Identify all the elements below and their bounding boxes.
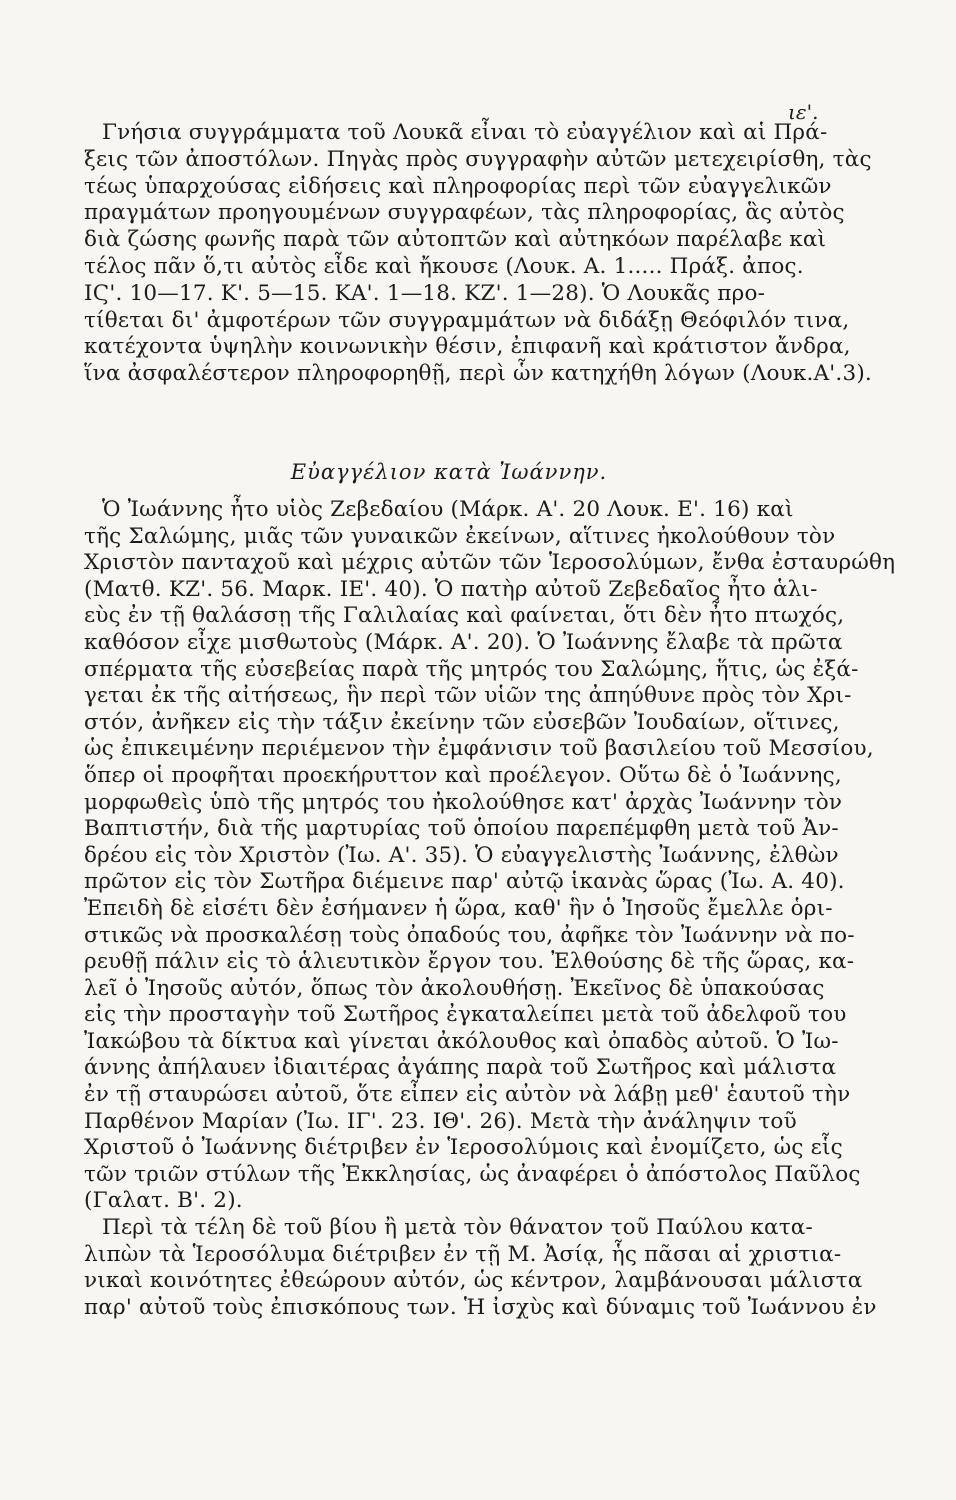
text-line: ἵνα ἀσφαλέστερον πληροφορηθῇ, περὶ ὧν κατηχήθη λόγων (Λουκ.Α'.3). bbox=[84, 361, 872, 387]
text-line: παρ' αὐτοῦ τοὺς ἐπισκόπους των. Ἡ ἰσχὺς καὶ δύναμις τοῦ Ἰωάννου ἐν bbox=[84, 1294, 877, 1320]
text-line: Βαπτιστήν, διὰ τῆς μαρτυρίας τοῦ ὁποίου παρεπέμφθη μετὰ τοῦ Ἀν- bbox=[84, 816, 839, 842]
text-line: Ἰακώβου τὰ δίκτυα καὶ γίνεται ἀκόλουθος καὶ ὀπαδὸς αὐτοῦ. Ὁ Ἰω- bbox=[84, 1028, 839, 1054]
text-line: τίθεται δι' ἀμφοτέρων τῶν συγγραμμάτων νὰ διδάξῃ Θεόφιλόν τινα, bbox=[84, 307, 850, 333]
text-line: λιπὼν τὰ Ἱεροσόλυμα διέτριβεν ἐν τῇ Μ. Ἀσίᾳ, ἧς πᾶσαι αἱ χριστια- bbox=[84, 1241, 842, 1267]
text-line: ξεις τῶν ἀποστόλων. Πηγὰς πρὸς συγγραφὴν αὐτῶν μετεχειρίσθη, τὰς bbox=[84, 146, 872, 172]
text-line: Γνήσια συγγράμματα τοῦ Λουκᾶ εἶναι τὸ εὐαγγέλιον καὶ αἱ Πρά- bbox=[102, 120, 828, 145]
text-line: μορφωθεὶς ὑπὸ τῆς μητρός του ἠκολούθησε κατ' ἀρχὰς Ἰωάννην τὸν bbox=[84, 789, 843, 815]
text-line: γεται ἐκ τῆς αἰτήσεως, ἣν περὶ τῶν υἱῶν της ἀπηύθυνε πρὸς τὸν Χρι- bbox=[84, 683, 852, 709]
text-line: εἰς τὴν προσταγὴν τοῦ Σωτῆρος ἐγκαταλείπει μετὰ τοῦ ἀδελφοῦ του bbox=[84, 1002, 847, 1028]
text-line: Ἐπειδὴ δὲ εἰσέτι δὲν ἐσήμανεν ἡ ὥρα, καθ' ἣν ὁ Ἰησοῦς ἔμελλε ὁρι- bbox=[84, 895, 833, 921]
text-line: κατέχοντα ὑψηλὴν κοινωνικὴν θέσιν, ἐπιφανῆ καὶ κράτιστον ἄνδρα, bbox=[84, 334, 851, 360]
text-line: δρέου εἰς τὸν Χριστὸν (Ἰω. Α'. 35). Ὁ εὐαγγελιστὴς Ἰωάννης, ἐλθὼν bbox=[84, 842, 839, 868]
text-line: νικαὶ κοινότητες ἐθεώρουν αὐτόν, ὡς κέντρον, λαμβάνουσαι μάλιστα bbox=[84, 1268, 863, 1294]
text-line: Χριστὸν πανταχοῦ καὶ μέχρις αὐτῶν τῶν Ἱεροσολύμων, ἔνθα ἐσταυρώθη bbox=[84, 550, 896, 576]
text-line: στικῶς νὰ προσκαλέσῃ τοὺς ὀπαδούς του, ἀφῆκε τὸν Ἰωάννην νὰ πο- bbox=[84, 922, 855, 948]
text-line: ἐν τῇ σταυρώσει αὐτοῦ, ὅτε εἶπεν εἰς αὐτὸν νὰ λάβῃ μεθ' ἑαυτοῦ τὴν bbox=[84, 1082, 851, 1108]
text-line: σπέρματα τῆς εὐσεβείας παρὰ τῆς μητρός του Σαλώμης, ἥτις, ὡς ἐξά- bbox=[84, 656, 859, 682]
text-line: Παρθένον Μαρίαν (Ἰω. ΙΓ'. 23. ΙΘ'. 26). Μετὰ τὴν ἀνάληψιν τοῦ bbox=[84, 1108, 797, 1134]
text-line: διὰ ζώσης φωνῆς παρὰ τῶν αὐτοπτῶν καὶ αὐτηκόων παρέλαβε καὶ bbox=[84, 227, 827, 253]
text-line: στόν, ἀνῆκεν εἰς τὴν τάξιν ἐκείνην τῶν εὐσεβῶν Ἰουδαίων, οἵτινες, bbox=[84, 709, 840, 735]
text-line: τέλος πᾶν ὅ,τι αὐτὸς εἶδε καὶ ἤκουσε (Λουκ. Α. 1..... Πράξ. ἀπος. bbox=[84, 253, 804, 279]
text-line: ὡς ἐπικειμένην περιέμενον τὴν ἐμφάνισιν τοῦ βασιλείου τοῦ Μεσσίου, bbox=[84, 736, 874, 762]
page-number: ιε'. bbox=[788, 100, 819, 124]
text-line: τέως ὑπαρχούσας εἰδήσεις καὶ πληροφορίας περὶ τῶν εὐαγγελικῶν bbox=[84, 173, 832, 199]
text-line: Ὁ Ἰωάννης ἦτο υἱὸς Ζεβεδαίου (Μάρκ. Α'. 20 Λουκ. Ε'. 16) καὶ bbox=[102, 497, 794, 522]
text-line: Χριστοῦ ὁ Ἰωάννης διέτριβεν ἐν Ἱεροσολύμοις καὶ ἐνομίζετο, ὡς εἷς bbox=[84, 1135, 843, 1161]
text-line: καθόσον εἶχε μισθωτοὺς (Μάρκ. Α'. 20). Ὁ Ἰωάννης ἔλαβε τὰ πρῶτα bbox=[84, 629, 843, 655]
paragraph-john bbox=[84, 497, 896, 1321]
text-line: λεῖ ὁ Ἰησοῦς αὐτόν, ὅπως τὸν ἀκολουθήσῃ. Ἐκεῖνος δὲ ὑπακούσας bbox=[84, 975, 825, 1001]
text-line: τῶν τριῶν στύλων τῆς Ἐκκλησίας, ὡς ἀναφέρει ὁ ἀπόστολος Παῦλος bbox=[84, 1161, 861, 1187]
text-line: Περὶ τὰ τέλη δὲ τοῦ βίου ἢ μετὰ τὸν θάνατον τοῦ Παύλου κατα- bbox=[102, 1215, 813, 1241]
text-line: εὺς ἐν τῇ θαλάσσῃ τῆς Γαλιλαίας καὶ φαίνεται, ὅτι δὲν ἦτο πτωχός, bbox=[84, 603, 845, 629]
paragraph-luke bbox=[84, 120, 872, 388]
section-heading: Εὐαγγέλιον κατὰ Ἰωάννην. bbox=[290, 460, 608, 484]
text-line: πραγμάτων προηγουμένων συγγραφέων, τὰς πληροφορίας, ἃς αὐτὸς bbox=[84, 200, 845, 226]
text-line: (Γαλατ. Β'. 2). bbox=[84, 1188, 243, 1214]
text-line: ρευθῇ πάλιν εἰς τὸ ἁλιευτικὸν ἔργον του. Ἐλθούσης δὲ τῆς ὥρας, κα- bbox=[84, 949, 855, 975]
text-line: ὅπερ οἱ προφῆται προεκήρυττον καὶ προέλεγον. Οὕτω δὲ ὁ Ἰωάννης, bbox=[84, 762, 842, 788]
text-line: πρῶτον εἰς τὸν Σωτῆρα διέμεινε παρ' αὐτῷ ἱκανὰς ὥρας (Ἰω. Α. 40). bbox=[84, 869, 845, 895]
text-line: τῆς Σαλώμης, μιᾶς τῶν γυναικῶν ἐκείνων, αἵτινες ἠκολούθουν τὸν bbox=[84, 523, 836, 549]
text-line: άννης ἀπήλαυεν ἰδιαιτέρας ἀγάπης παρὰ τοῦ Σωτῆρος καὶ μάλιστα bbox=[84, 1055, 837, 1081]
text-line: ΙϚ'. 10—17. Κ'. 5—15. ΚΑ'. 1—18. ΚΖ'. 1—28). Ὁ Λουκᾶς προ- bbox=[84, 280, 766, 306]
text-line: (Ματθ. ΚΖ'. 56. Μαρκ. ΙΕ'. 40). Ὁ πατὴρ αὐτοῦ Ζεβεδαῖος ἦτο ἁλι- bbox=[84, 576, 818, 602]
